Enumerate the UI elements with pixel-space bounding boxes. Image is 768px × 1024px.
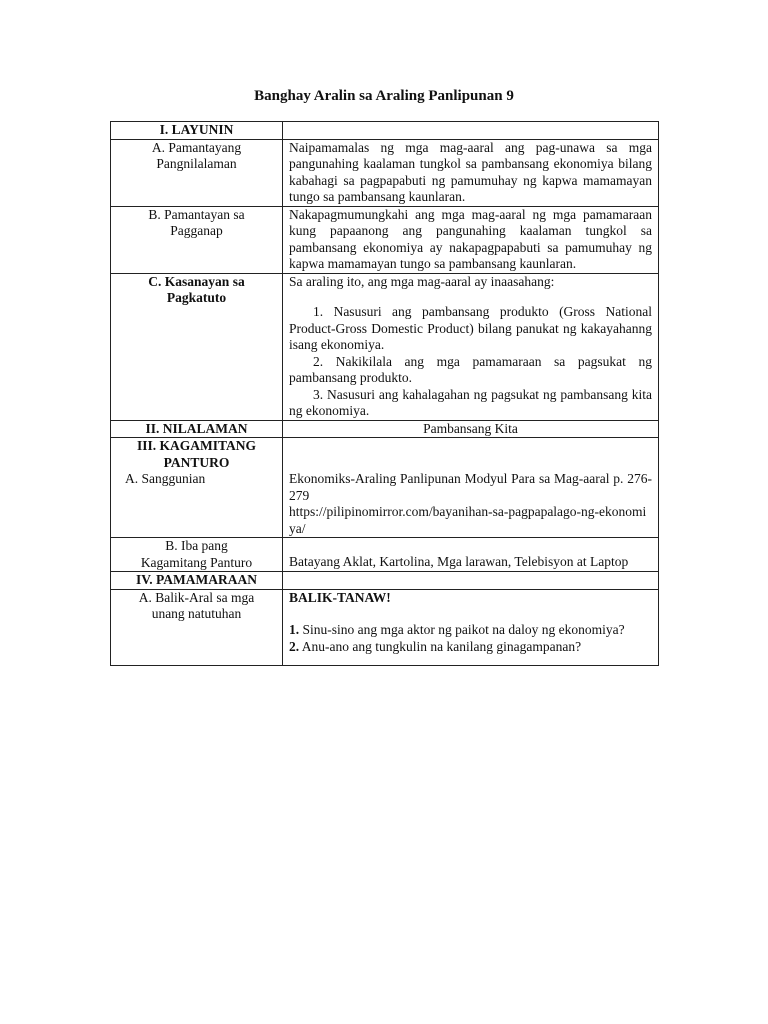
reference-link: https://pilipinomirror.com/bayanihan-sa-pagpapalago-ng-ekonomiya/ xyxy=(289,504,647,536)
iba-pang-kagamitan-text xyxy=(283,538,659,572)
table-row xyxy=(111,538,659,572)
table-row xyxy=(111,589,659,666)
balik-aral-content xyxy=(283,589,659,666)
sanggunian-text xyxy=(283,438,659,538)
row-label-pamantayang-pangnilalaman xyxy=(111,139,283,206)
section-heading-kagamitang-panturo-line2: PANTURO xyxy=(163,454,230,470)
question-number: 1. xyxy=(289,622,300,637)
reference-book: Ekonomiks-Araling Panlipunan Modyul Para sa Mag-aaral p. 276-279 xyxy=(289,471,652,503)
section-heading-layunin: I. LAYUNIN xyxy=(111,122,283,140)
label-line: C. Kasanayan sa xyxy=(148,273,245,289)
balik-tanaw-title: BALIK-TANAW! xyxy=(289,589,391,605)
label-line: Pangnilalaman xyxy=(156,156,237,171)
table-row xyxy=(111,206,659,273)
nilalaman-text: Pambansang Kita xyxy=(283,420,659,438)
pamantayang-pangnilalaman-text: Naipamamalas ng mga mag-aaral ang pag-unawa sa mga pangunahing kaalaman tungkol sa pambansang ekonomiya bilang kabahagi sa pagpapabuti ng pamumuhay ng kapwa mamamayan tungo sa pambansang kaunlaran. xyxy=(283,139,659,206)
section-heading-nilalaman: II. NILALAMAN xyxy=(111,420,283,438)
empty-cell xyxy=(283,122,659,140)
empty-cell xyxy=(283,572,659,590)
objective-item: 2. Nakikilala ang mga pamamaraan sa pagsukat ng pambansang produkto. xyxy=(289,353,652,385)
label-line: Pagkatuto xyxy=(166,290,227,305)
objective-item: 3. Nasusuri ang kahalagahan ng pagsukat ng pambansang kita ng ekonomiya. xyxy=(289,386,652,418)
section-heading-pamamaraan: IV. PAMAMARAAN xyxy=(111,572,283,590)
question-item xyxy=(289,622,652,639)
label-line: Kagamitang Panturo xyxy=(140,554,253,570)
kagamitang-panturo-cell xyxy=(111,438,283,538)
table-row xyxy=(111,420,659,438)
label-line: B. Pamantayan sa xyxy=(148,206,245,222)
row-label-pamantayan-sa-pagganap xyxy=(111,206,283,273)
row-label-iba-pang-kagamitan xyxy=(111,538,283,572)
objectives-intro: Sa araling ito, ang mga mag-aaral ay inaasahang: xyxy=(289,273,555,289)
pamantayan-sa-pagganap-text: Nakapagmumungkahi ang mga mag-aaral ng mga pamamaraan kung papaanong ang pangunahing kaalaman tungkol sa pambansang ekonomiya ay nakapagpapabuti sa pamumuhay ng kapwa mamamayan tungo sa pambansang kaunlaran. xyxy=(283,206,659,273)
table-row xyxy=(111,139,659,206)
row-label-kasanayan-sa-pagkatuto xyxy=(111,273,283,420)
document-title: Banghay Aralin sa Araling Panlipunan 9 xyxy=(254,88,514,104)
lesson-plan-table xyxy=(110,121,659,666)
objective-item: 1. Nasusuri ang pambansang produkto (Gross National Product-Gross Domestic Product) bilang panukat ng kakayahanng isang ekonomiya. xyxy=(289,304,652,352)
label-line: unang natutuhan xyxy=(151,606,242,621)
label-line: A. Pamantayang xyxy=(151,139,242,155)
kasanayan-sa-pagkatuto-text xyxy=(283,273,659,420)
label-line: Pagganap xyxy=(170,223,223,238)
row-label-sanggunian: A. Sanggunian xyxy=(125,471,206,486)
table-row xyxy=(111,122,659,140)
question-text: Sinu-sino ang mga aktor ng paikot na daloy ng ekonomiya? xyxy=(302,622,625,637)
table-row xyxy=(111,273,659,420)
label-line: A. Balik-Aral sa mga xyxy=(138,589,255,605)
question-text: Anu-ano ang tungkulin na kanilang ginagampanan? xyxy=(301,638,582,654)
section-heading-kagamitang-panturo: III. KAGAMITANG xyxy=(136,438,256,453)
question-item xyxy=(289,639,652,656)
table-row xyxy=(111,572,659,590)
materials-list: Batayang Aklat, Kartolina, Mga larawan, Telebisyon at Laptop xyxy=(289,554,629,569)
row-label-balik-aral xyxy=(111,589,283,666)
question-number: 2. xyxy=(289,638,300,654)
table-row xyxy=(111,438,659,538)
label-line: B. Iba pang xyxy=(165,538,228,553)
